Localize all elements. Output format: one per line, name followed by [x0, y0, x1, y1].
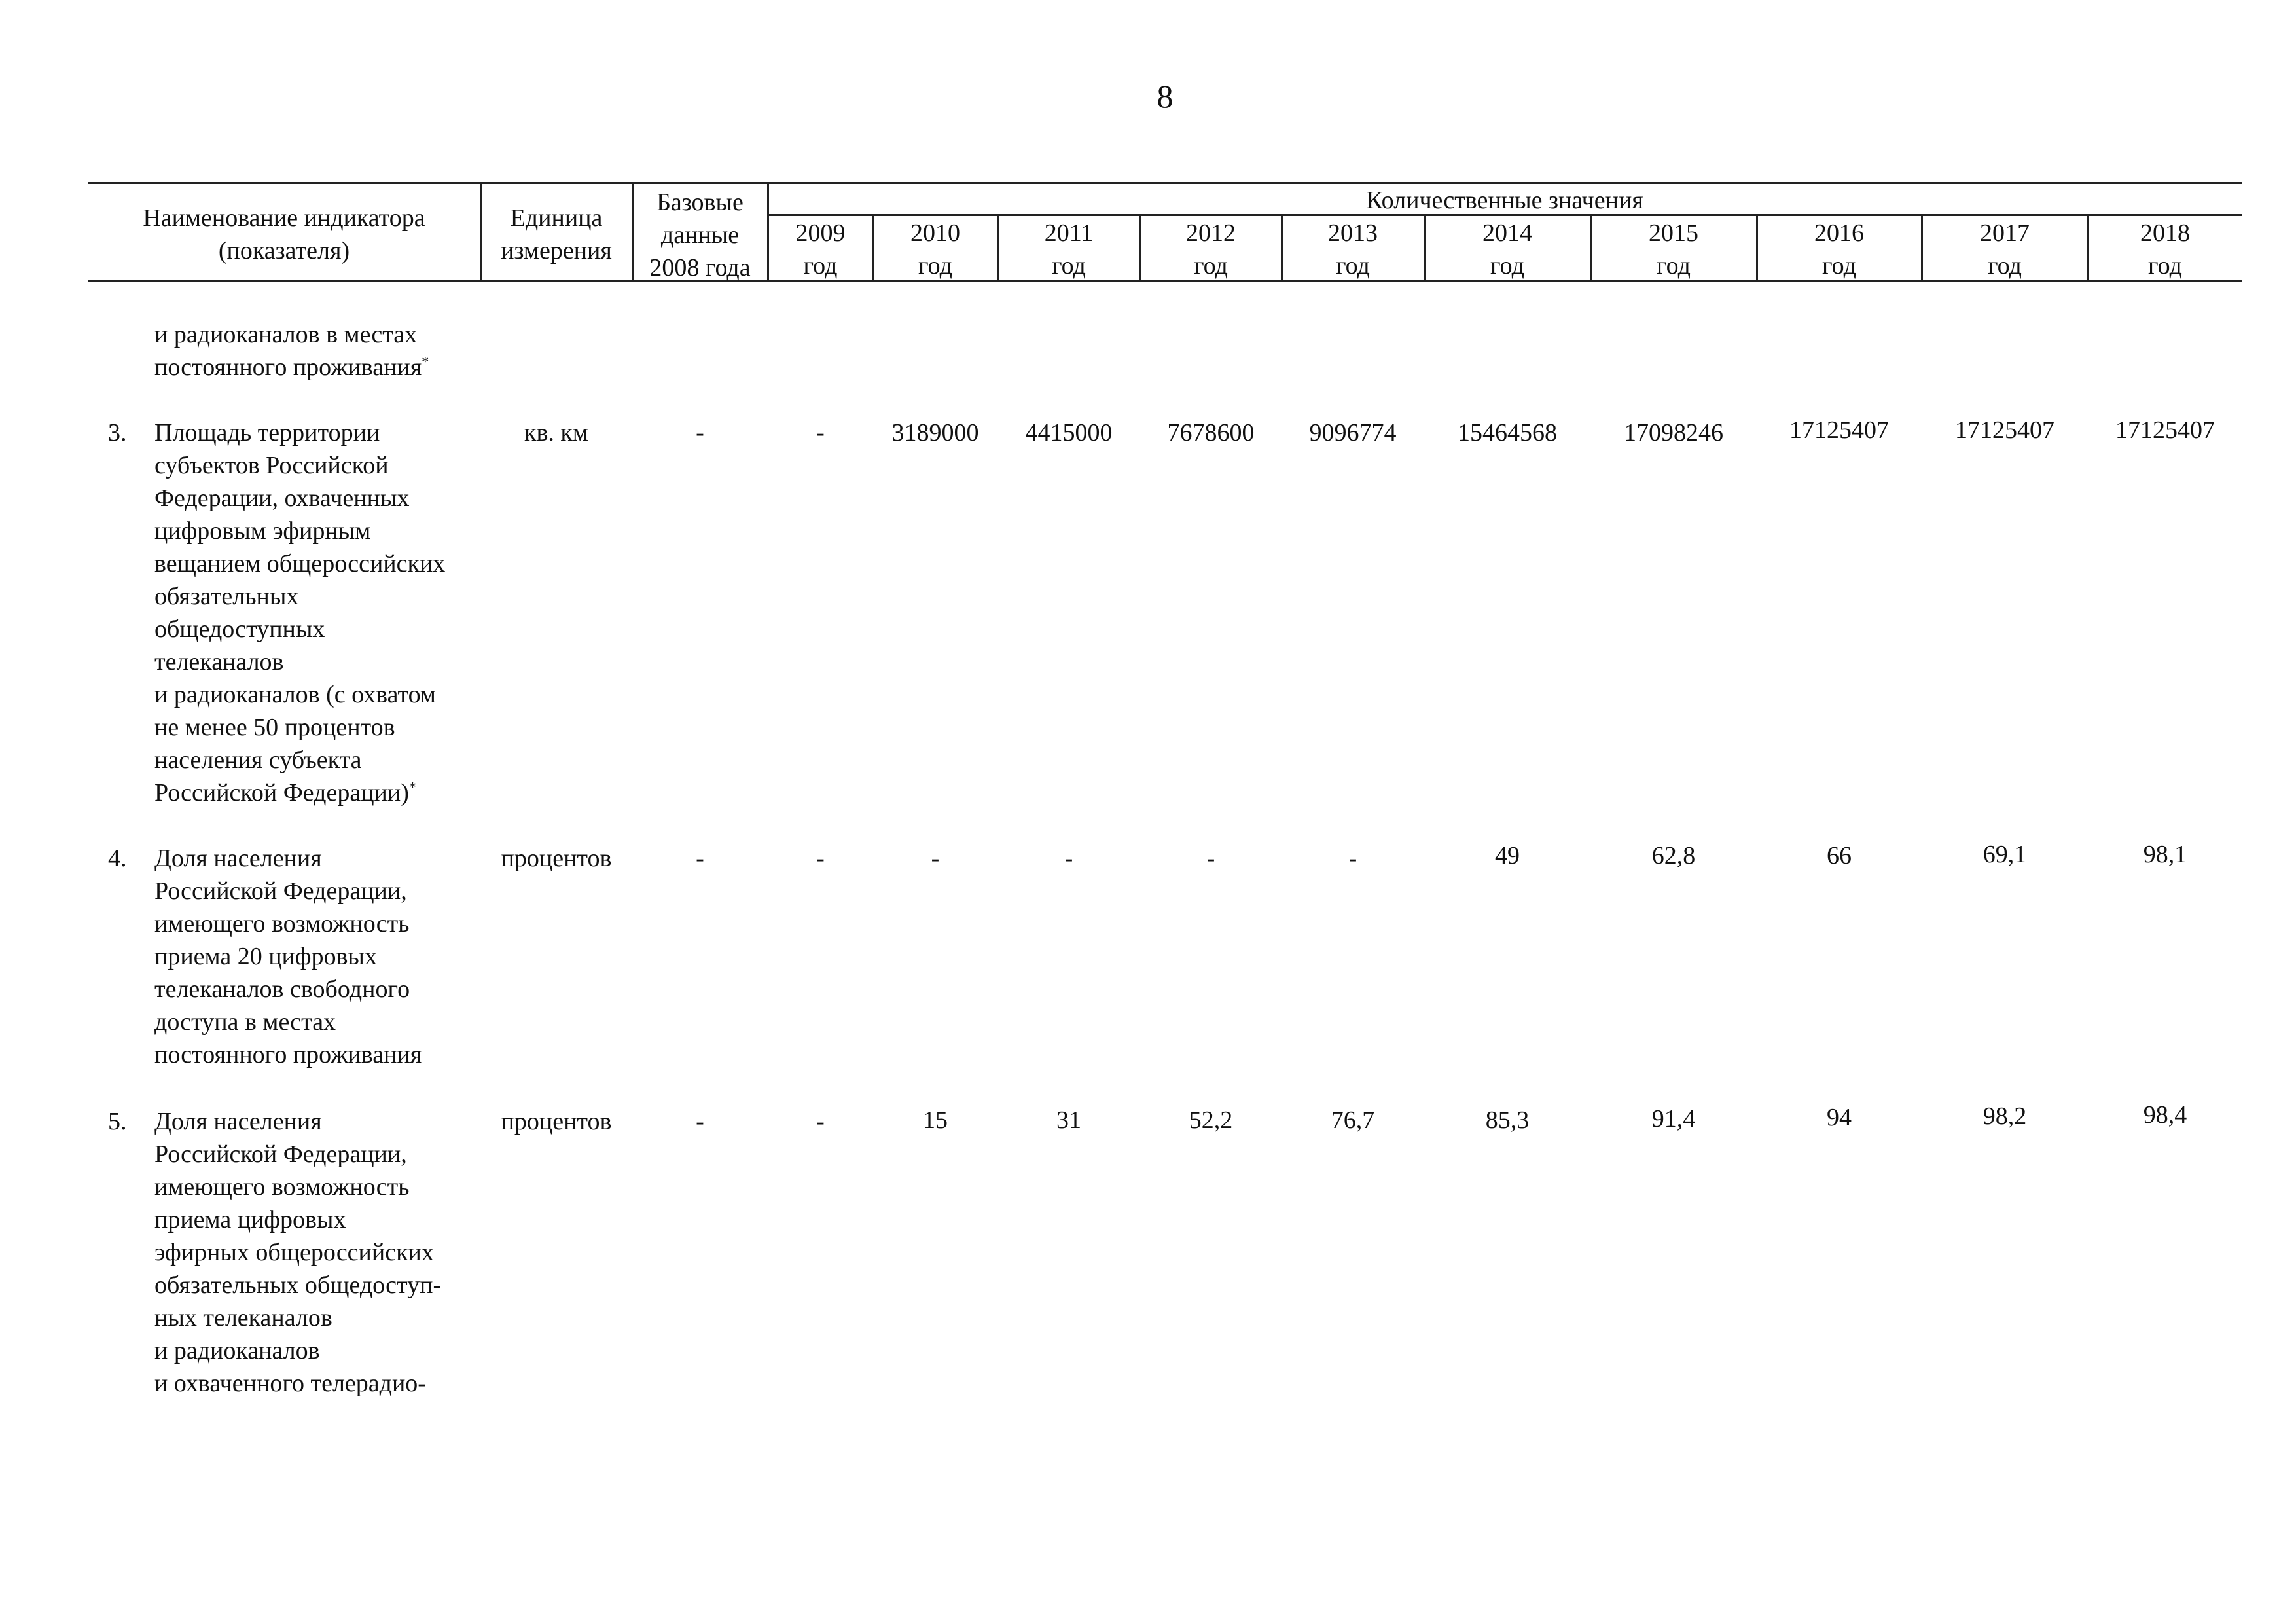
indicator-name: Доля населения Российской Федерации, имеющего возможность приема цифровых эфирных общероссийских обязательных общедоступ- ных телеканалов и радиоканалов и охваченного телерадио-	[154, 1108, 442, 1397]
unit-cell: кв. км	[524, 419, 588, 447]
value-cell: 17125407	[1789, 416, 1889, 444]
header-name-line2: (показателя)	[218, 237, 350, 264]
header-base-line1: Базовые	[656, 189, 744, 216]
value-cell: -	[1064, 845, 1073, 872]
value-cell: 4415000	[1025, 419, 1113, 447]
year-header: 2013	[1328, 219, 1378, 247]
year-header-sub: год	[1657, 252, 1691, 280]
year-header: 2011	[1044, 219, 1094, 247]
footnote-mark: *	[408, 778, 416, 795]
value-cell: 98,2	[1982, 1103, 2027, 1130]
value-cell: 94	[1827, 1104, 1852, 1131]
year-header-sub: год	[2148, 252, 2182, 280]
header-unit-line2: измерения	[501, 237, 612, 264]
value-cell: 91,4	[1651, 1105, 1696, 1133]
year-header-sub: год	[1336, 252, 1370, 280]
value-cell: 3189000	[891, 419, 979, 447]
value-cell: 7678600	[1167, 419, 1255, 447]
year-header-sub: год	[1988, 252, 2022, 280]
value-cell: -	[816, 419, 825, 447]
value-cell: -	[816, 845, 825, 872]
year-header: 2018	[2140, 219, 2190, 247]
indicator-name: Доля населения Российской Федерации, имеющего возможность приема 20 цифровых телеканалов свободного доступа в местах постоянного проживания	[154, 845, 422, 1068]
year-header: 2010	[910, 219, 960, 247]
value-cell: 31	[1056, 1106, 1081, 1134]
value-cell: -	[1348, 845, 1357, 872]
header-base-line3: 2008 года	[649, 254, 751, 282]
year-header-sub: год	[1822, 252, 1856, 280]
year-header-sub: год	[1052, 252, 1086, 280]
row-number: 3.	[108, 419, 127, 447]
year-header: 2012	[1186, 219, 1236, 247]
value-cell: 76,7	[1331, 1106, 1375, 1134]
year-header-sub: год	[803, 252, 838, 280]
header-quant-title: Количественные значения	[1366, 187, 1643, 214]
year-header: 2014	[1482, 219, 1532, 247]
value-cell: 17125407	[2115, 416, 2215, 444]
year-header: 2017	[1980, 219, 2030, 247]
value-cell: 52,2	[1189, 1106, 1233, 1134]
value-cell: -	[816, 1108, 825, 1135]
continuation-line2: постоянного проживания*	[154, 353, 429, 381]
value-cell: 9096774	[1309, 419, 1397, 447]
year-header-sub: год	[1194, 252, 1228, 280]
unit-cell: процентов	[501, 845, 612, 872]
value-cell: 15	[923, 1106, 948, 1134]
value-cell: 66	[1827, 842, 1852, 869]
unit-cell: процентов	[501, 1108, 612, 1135]
page-number: 8	[1157, 78, 1174, 115]
base-cell: -	[696, 419, 704, 447]
value-cell: 15464568	[1458, 419, 1557, 447]
value-cell: 62,8	[1651, 842, 1696, 869]
header-unit-line1: Единица	[510, 204, 603, 232]
year-header-sub: год	[1490, 252, 1524, 280]
continuation-line1: и радиоканалов в местах	[154, 321, 418, 348]
value-cell: -	[931, 845, 940, 872]
header-name-line1: Наименование индикатора	[143, 204, 425, 232]
year-header: 2009	[795, 219, 846, 247]
value-cell: -	[1206, 845, 1215, 872]
value-cell: 17125407	[1955, 416, 2054, 444]
year-header: 2015	[1649, 219, 1698, 247]
value-cell: 98,4	[2143, 1101, 2187, 1129]
value-cell: 17098246	[1624, 419, 1723, 447]
header-base-line2: данные	[660, 221, 740, 249]
row-number: 5.	[108, 1108, 127, 1135]
row-number: 4.	[108, 845, 127, 872]
value-cell: 69,1	[1982, 841, 2027, 868]
year-header: 2016	[1814, 219, 1864, 247]
value-cell: 98,1	[2143, 841, 2187, 868]
base-cell: -	[696, 845, 704, 872]
base-cell: -	[696, 1108, 704, 1135]
year-header-sub: год	[918, 252, 952, 280]
footnote-mark: *	[422, 353, 429, 370]
value-cell: 49	[1495, 842, 1520, 869]
value-cell: 85,3	[1485, 1106, 1530, 1134]
indicator-name: Площадь территории субъектов Российской Федерации, охваченных цифровым эфирным вещанием общероссийских обязательных общедоступных телеканалов и радиоканалов (с охватом не менее 50 процентов населения субъекта Российской Федерации)*	[154, 419, 446, 807]
